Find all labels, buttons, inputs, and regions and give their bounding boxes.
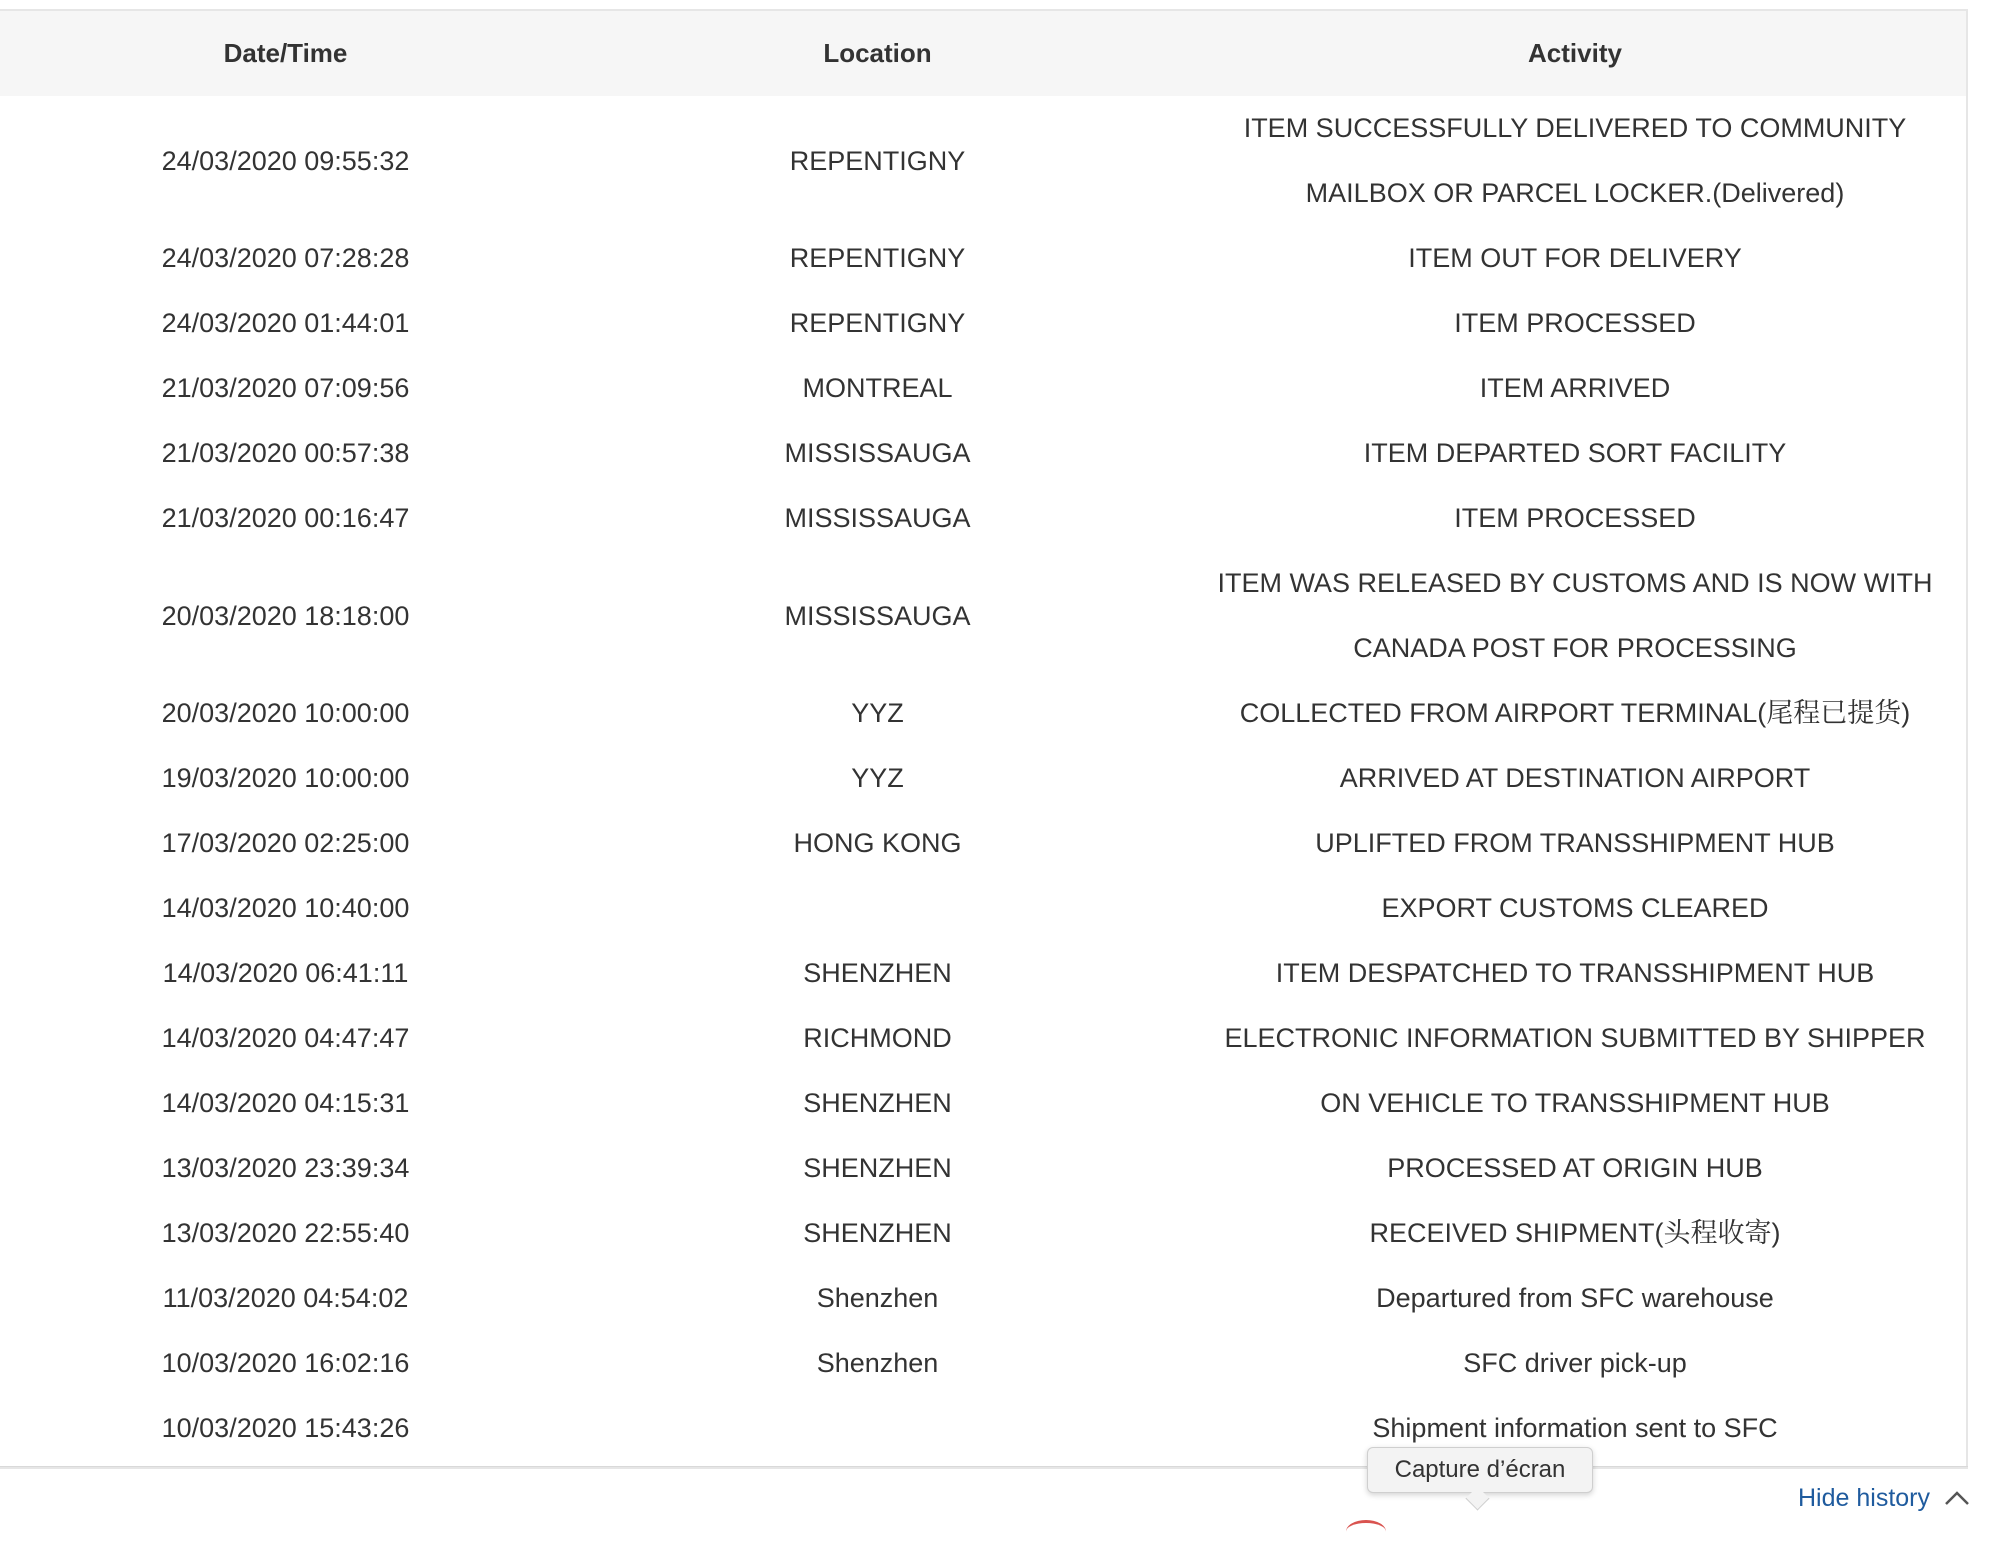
cell-activity [1184, 876, 1966, 941]
cell-location: MISSISSAUGA [784, 503, 971, 533]
cell-activity [1184, 291, 1966, 356]
table-header-row [0, 11, 1966, 96]
cell-activity [1184, 226, 1966, 291]
table-row [0, 941, 1966, 1006]
cell-activity [1184, 551, 1966, 681]
table-row [0, 1006, 1966, 1071]
cell-datetime: 13/03/2020 23:39:34 [161, 1153, 410, 1183]
table-row [0, 681, 1966, 746]
cell-location: SHENZHEN [803, 958, 952, 988]
activity-line: ITEM WAS RELEASED BY CUSTOMS AND IS NOW WITH [1217, 568, 1933, 598]
activity-line: RECEIVED SHIPMENT(头程收寄) [1369, 1218, 1781, 1248]
hide-history-button[interactable] [1798, 1478, 1970, 1518]
table-row [0, 1136, 1966, 1201]
table-row [0, 746, 1966, 811]
cell-datetime: 14/03/2020 10:40:00 [161, 893, 410, 923]
table-row [0, 551, 1966, 681]
cell-datetime: 20/03/2020 10:00:00 [161, 698, 410, 728]
activity-line: COLLECTED FROM AIRPORT TERMINAL(尾程已提货) [1239, 698, 1911, 728]
cell-location: SHENZHEN [803, 1218, 952, 1248]
cell-datetime: 11/03/2020 04:54:02 [162, 1283, 409, 1313]
cell-location: RICHMOND [803, 1023, 952, 1053]
activity-line: ELECTRONIC INFORMATION SUBMITTED BY SHIPPER [1224, 1023, 1926, 1053]
activity-line: ITEM DESPATCHED TO TRANSSHIPMENT HUB [1275, 958, 1875, 988]
header-location: Location [823, 38, 932, 68]
table-row [0, 1071, 1966, 1136]
activity-line: EXPORT CUSTOMS CLEARED [1381, 893, 1769, 923]
activity-line: ITEM OUT FOR DELIVERY [1408, 243, 1742, 273]
table-body [0, 96, 1966, 1461]
activity-line: MAILBOX OR PARCEL LOCKER.(Delivered) [1305, 178, 1845, 208]
cell-activity [1184, 1201, 1966, 1266]
cell-activity [1184, 941, 1966, 1006]
activity-line: ITEM PROCESSED [1454, 503, 1696, 533]
cell-location: Shenzhen [816, 1283, 939, 1313]
cell-activity [1184, 1331, 1966, 1396]
activity-line: PROCESSED AT ORIGIN HUB [1387, 1153, 1763, 1183]
cell-location: SHENZHEN [803, 1153, 952, 1183]
cell-activity [1184, 1006, 1966, 1071]
activity-line: ITEM PROCESSED [1454, 308, 1696, 338]
cell-datetime: 10/03/2020 15:43:26 [161, 1413, 410, 1443]
cell-datetime: 24/03/2020 07:28:28 [161, 243, 410, 273]
cell-datetime: 14/03/2020 04:15:31 [161, 1088, 410, 1118]
screenshot-tooltip: Capture d’écran [1367, 1447, 1593, 1493]
table-row [0, 1396, 1966, 1461]
cell-activity [1184, 746, 1966, 811]
cell-activity [1184, 1071, 1966, 1136]
activity-line: ITEM ARRIVED [1479, 373, 1671, 403]
cell-datetime: 13/03/2020 22:55:40 [161, 1218, 410, 1248]
activity-line: UPLIFTED FROM TRANSSHIPMENT HUB [1315, 828, 1835, 858]
table-row [0, 1266, 1966, 1331]
cell-datetime: 14/03/2020 06:41:11 [162, 958, 409, 988]
cell-location: MONTREAL [802, 373, 953, 403]
red-record-indicator [1346, 1520, 1386, 1543]
footer-divider [0, 1466, 1968, 1467]
cell-location: REPENTIGNY [789, 243, 966, 273]
cell-location: MISSISSAUGA [784, 600, 971, 631]
cell-activity [1184, 421, 1966, 486]
table-row [0, 486, 1966, 551]
cell-activity [1184, 681, 1966, 746]
activity-line: ITEM SUCCESSFULLY DELIVERED TO COMMUNITY [1243, 113, 1907, 143]
table-row [0, 811, 1966, 876]
activity-line: SFC driver pick-up [1463, 1348, 1687, 1378]
table-row [0, 1201, 1966, 1266]
cell-activity [1184, 356, 1966, 421]
table-row [0, 291, 1966, 356]
cell-datetime: 10/03/2020 16:02:16 [161, 1348, 410, 1378]
header-activity: Activity [1528, 38, 1622, 68]
tracking-history-table [0, 11, 1966, 1461]
cell-datetime: 17/03/2020 02:25:00 [161, 828, 410, 858]
cell-location: REPENTIGNY [789, 145, 966, 176]
cell-datetime: 24/03/2020 01:44:01 [161, 308, 410, 338]
table-row [0, 356, 1966, 421]
cell-location: MISSISSAUGA [784, 438, 971, 468]
cell-datetime: 24/03/2020 09:55:32 [161, 145, 410, 176]
cell-datetime: 21/03/2020 00:16:47 [161, 503, 410, 533]
activity-line: Departured from SFC warehouse [1376, 1283, 1774, 1313]
cell-location: REPENTIGNY [789, 308, 966, 338]
activity-line: ON VEHICLE TO TRANSSHIPMENT HUB [1320, 1088, 1830, 1118]
table-row [0, 421, 1966, 486]
cell-activity [1184, 811, 1966, 876]
cell-location [571, 876, 1184, 941]
cell-location [571, 1396, 1184, 1461]
tracking-history-panel [0, 9, 1968, 1469]
activity-line: CANADA POST FOR PROCESSING [1353, 633, 1797, 663]
cell-activity [1184, 1266, 1966, 1331]
cell-datetime: 21/03/2020 07:09:56 [161, 373, 410, 403]
table-row [0, 876, 1966, 941]
cell-activity [1184, 96, 1966, 226]
cell-location: Shenzhen [816, 1348, 939, 1378]
cell-location: YYZ [851, 763, 904, 793]
cell-location: HONG KONG [793, 828, 962, 858]
table-row [0, 1331, 1966, 1396]
chevron-up-icon [1944, 1490, 1970, 1506]
table-row [0, 226, 1966, 291]
cell-datetime: 20/03/2020 18:18:00 [161, 600, 410, 631]
header-datetime: Date/Time [223, 38, 348, 68]
table-row [0, 96, 1966, 226]
cell-datetime: 21/03/2020 00:57:38 [161, 438, 410, 468]
cell-location: SHENZHEN [803, 1088, 952, 1118]
activity-line: ARRIVED AT DESTINATION AIRPORT [1339, 763, 1811, 793]
activity-line: ITEM DEPARTED SORT FACILITY [1363, 438, 1787, 468]
activity-line: Shipment information sent to SFC [1372, 1413, 1778, 1443]
hide-history-label: Hide history [1798, 1483, 1930, 1512]
cell-location: YYZ [851, 698, 904, 728]
cell-datetime: 19/03/2020 10:00:00 [161, 763, 410, 793]
cell-activity [1184, 486, 1966, 551]
cell-datetime: 14/03/2020 04:47:47 [161, 1023, 410, 1053]
cell-activity [1184, 1136, 1966, 1201]
